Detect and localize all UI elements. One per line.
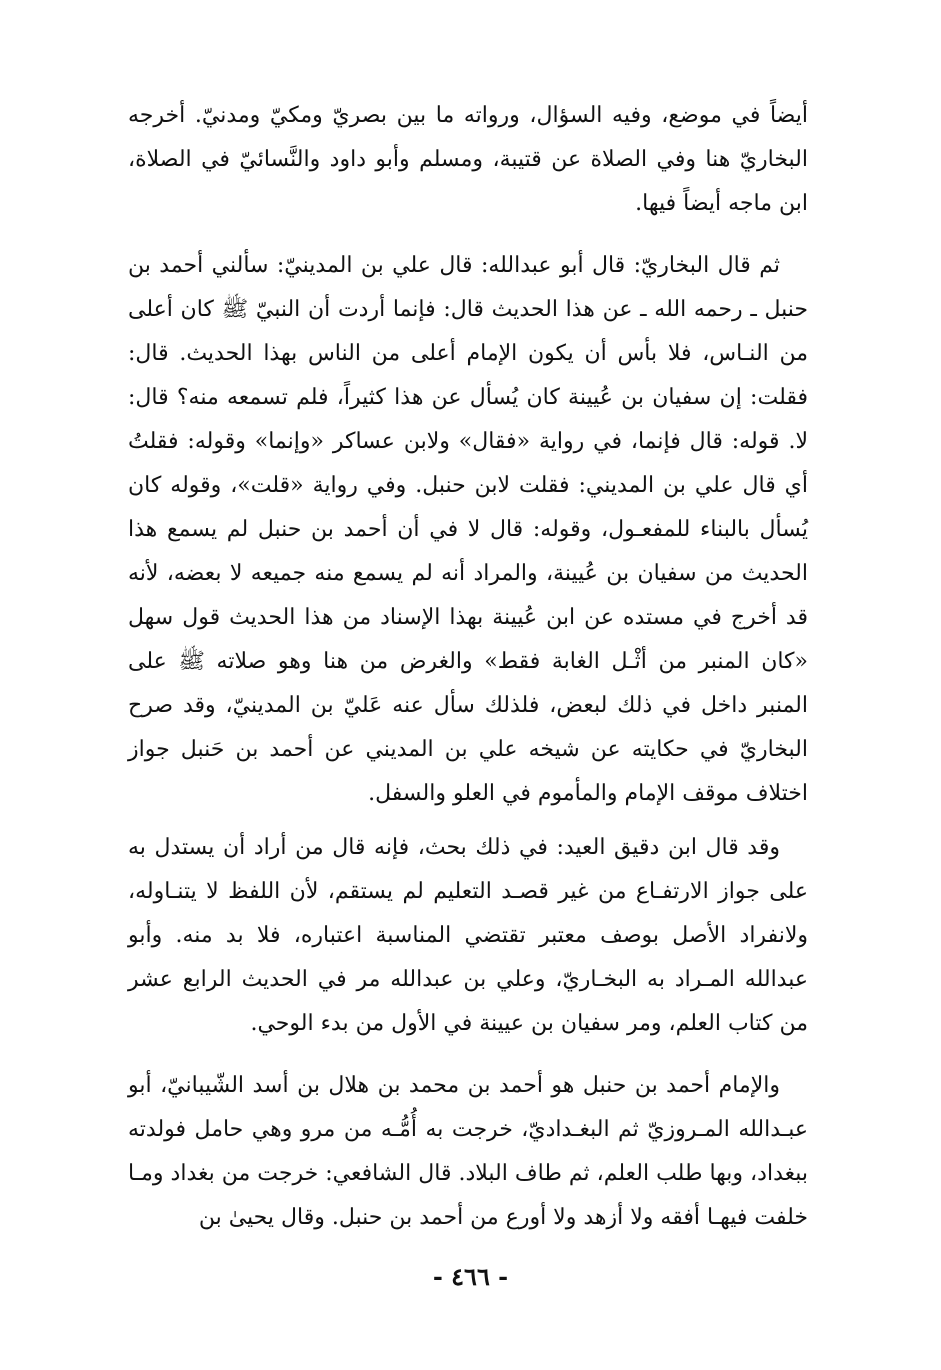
paragraph-1: أيضاً في موضع، وفيه السؤال، ورواته ما بين بصريّ ومكيّ ومدنيّ. أخرجه البخاريّ هنا وفي الصلاة عن قتيبة، ومسلم وأبو داود والنَّسائيّ في الصلاة، ابن ماجه أيضاً فيها. — [128, 103, 808, 216]
paragraph-2: ثم قال البخاريّ: قال أبو عبدالله: قال علي بن المدينيّ: سألني أحمد بن حنبل ـ رحمه الله ـ عن هذا الحديث قال: فإنما أردت أن النبيّ ﷺ كان أعلى من النـاس، فلا بأس أن يكون الإمام أعلى من الناس بهذا الحديث. قال: فقلت: إن سفيان بن عُيينة كان يُسأل عن هذا كثيراً، فلم تسمعه منه؟ قال: لا. قوله: قال فإنما، في رواية «فقال» ولابن عساكر «وإنما» وقوله: فقلتُ أي قال علي بن المديني: فقلت لابن حنبل. وفي رواية «قلت»، وقوله كان يُسأل بالبناء للمفعـول، وقوله: قال لا في أن أحمد بن حنبل لم يسمع هذا الحديث من سفيان بن عُيينة، والمراد أنه لم يسمع منه جميعه لا بعضه، لأنه قد أخرج في مستده عن ابن عُيينة بهذا الإسناد من هذا الحديث قول سهل «كان المنبر من أثْـل الغابة فقط» والغرض من هنا وهو صلاته ﷺ على المنبر داخل في ذلك لبعض، فلذلك سأل عنه عَليّ بن المدينيّ، وقد صرح البخاريّ في حكايته عن شيخه علي بن المديني عن أحمد بن حَنبل جواز اختلاف موقف الإمام والمأموم في العلو والسفل. — [128, 253, 808, 806]
paragraph-4: والإمام أحمد بن حنبل هو أحمد بن محمد بن هلال بن أسد الشّيبانيّ، أبو عبـدالله المـروزيّ ثم البغـداديّ، خرجت به أُمُّـه من مرو وهي حامل فولدته ببغداد، وبها طلب العلم، ثم طاف البلاد. قال الشافعي: خرجت من بغداد ومـا خلفت فيهـا أفقه ولا أزهد ولا أورع من أحمد بن حنبل. وقال يحيىٰ بن — [128, 1073, 808, 1230]
paragraph-3: وقد قال ابن دقيق العيد: في ذلك بحث، فإنه قال من أراد أن يستدل به على جواز الارتفـاع من غير قصـد التعليم لم يستقم، لأن اللفظ لا يتنـاوله، ولانفراد الأصل بوصف معتبر تقتضي المناسبة اعتباره، فلا بد منه. وأبو عبدالله المـراد به البخـاريّ، وعلي بن عبدالله مر في الحديث الرابع عشر من كتاب العلم، ومر سفيان بن عيينة في الأول من بدء الوحي. — [128, 835, 808, 1036]
page-number: - ٤٦٦ - — [432, 1262, 509, 1291]
